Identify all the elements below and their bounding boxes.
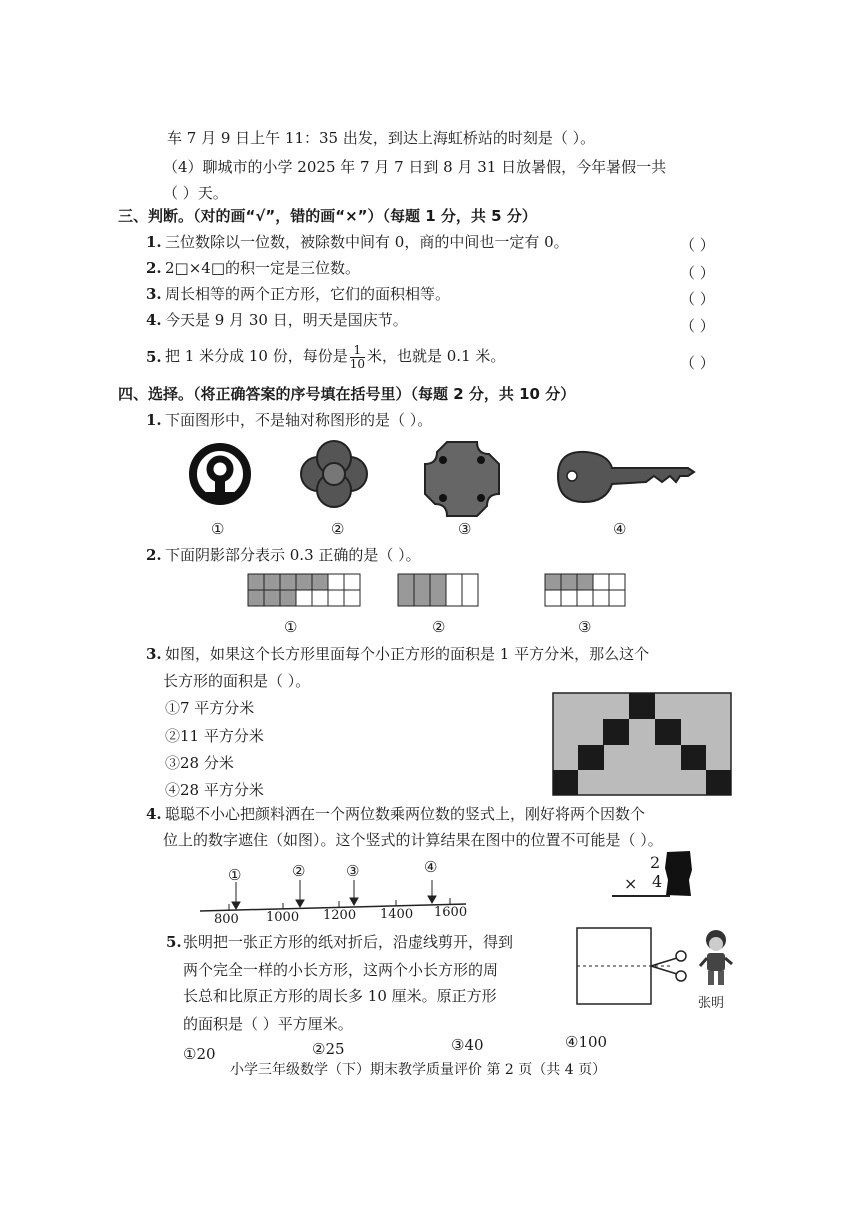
question-5-num: 5. (166, 933, 182, 951)
answer-paren[interactable]: （ ） (680, 264, 715, 282)
q1-label-3: ③ (458, 520, 472, 538)
tick-label-1400: 1400 (380, 907, 414, 922)
arrow-label-2: ② (292, 862, 306, 880)
q3-option-1: ①7 平方分米 (165, 699, 255, 717)
key-icon (558, 452, 694, 502)
fraction-denominator: 10 (349, 356, 365, 371)
judge-num: 3. (146, 285, 162, 303)
notched-square-icon (425, 442, 499, 516)
multiply-sign: × (624, 874, 638, 893)
tick-label-800: 800 (214, 912, 239, 927)
question-1-text: 下面图形中，不是轴对称图形的是（ ）。 (165, 411, 433, 429)
question-5-line-3: 长总和比原正方形的周长多 10 厘米。原正方形 (183, 987, 497, 1005)
q5-square-paper-figure (573, 924, 693, 1014)
person-label: 张明 (698, 996, 725, 1011)
top-line-2: （4）聊城市的小学 2025 年 7 月 7 日到 8 月 31 日放暑假，今年暑假一共 (163, 158, 667, 176)
tick-label-1000: 1000 (266, 910, 300, 925)
q5-option-4: ④100 (565, 1033, 608, 1051)
q2-label-2: ② (432, 618, 446, 636)
answer-paren[interactable]: （ ） (680, 290, 715, 308)
q1-label-1: ① (211, 520, 225, 538)
page-footer: 小学三年级数学（下）期末教学质量评价 第 2 页（共 4 页） (230, 1062, 607, 1078)
judge-text: 今天是 9 月 30 日，明天是国庆节。 (165, 311, 408, 329)
multiplication-line (612, 895, 670, 897)
question-5-line-4: 的面积是（ ）平方厘米。 (183, 1015, 353, 1033)
q1-label-2: ② (331, 520, 345, 538)
q2-label-1: ① (284, 618, 298, 636)
section-4-title: 四、选择。（将正确答案的序号填在括号里）（每题 2 分，共 10 分） (118, 385, 576, 403)
multiplicand-tens: 2 (650, 853, 661, 872)
answer-paren[interactable]: （ ） (680, 317, 715, 335)
question-5-line-1: 张明把一张正方形的纸对折后，沿虚线剪开，得到 (183, 933, 514, 951)
q5-option-3: ③40 (451, 1036, 484, 1054)
judge-num: 1. (146, 233, 162, 251)
decimal-grid-1 (248, 574, 360, 606)
question-5-line-2: 两个完全一样的小长方形，这两个小长方形的周 (183, 961, 499, 979)
question-2-text: 下面阴影部分表示 0.3 正确的是（ ）。 (165, 546, 421, 564)
q3-option-4: ④28 平方分米 (165, 781, 264, 799)
q5-option-2: ②25 (312, 1040, 345, 1058)
q2-label-3: ③ (578, 618, 592, 636)
judge-num: 4. (146, 311, 162, 329)
question-4-line-2: 位上的数字遮住（如图）。这个竖式的计算结果在图中的位置不可能是（ ）。 (163, 831, 663, 849)
four-circle-flower-icon (301, 441, 367, 507)
multiplier-tens: 4 (652, 872, 663, 891)
judge-text: 周长相等的两个正方形，它们的面积相等。 (165, 285, 451, 303)
arrow-label-4: ④ (424, 858, 438, 876)
arrow-label-1: ① (228, 866, 242, 884)
decimal-grid-3 (545, 574, 625, 606)
section-3-title: 三、判断。（对的画“√”，错的画“×”）（每题 1 分，共 5 分） (118, 207, 537, 225)
paint-splash-icon (664, 850, 694, 898)
tick-label-1200: 1200 (323, 908, 357, 923)
question-1-num: 1. (146, 411, 162, 429)
answer-paren[interactable]: （ ） (680, 354, 715, 372)
answer-paren[interactable]: （ ） (680, 236, 715, 254)
q5-option-1: ①20 (183, 1045, 216, 1063)
arrow-label-3: ③ (346, 862, 360, 880)
judge-text: 三位数除以一位数，被除数中间有 0，商的中间也一定有 0。 (165, 233, 569, 251)
railway-logo-icon (193, 447, 247, 501)
question-3-num: 3. (146, 645, 162, 663)
arrow-markers (232, 880, 436, 909)
top-line-3: （ ）天。 (163, 184, 228, 202)
judge-num: 5. (146, 348, 162, 366)
question-4-num: 4. (146, 805, 162, 823)
boy-figure-icon (696, 928, 736, 990)
q2-grids (240, 572, 640, 612)
question-3-line-2: 长方形的面积是（ ）。 (163, 672, 311, 690)
judge-text-after: 米，也就是 0.1 米。 (367, 347, 506, 365)
q1-label-4: ④ (613, 520, 627, 538)
judge-num: 2. (146, 259, 162, 277)
judge-text-before: 把 1 米分成 10 份，每份是 (165, 347, 348, 365)
judge-text: 2□×4□的积一定是三位数。 (165, 259, 361, 277)
q3-option-3: ③28 分米 (165, 754, 234, 772)
fraction-numerator: 1 (350, 344, 365, 358)
decimal-grid-2 (398, 574, 478, 606)
q1-figures (180, 440, 700, 520)
tick-label-1600: 1600 (434, 905, 468, 920)
question-3-line-1: 如图，如果这个长方形里面每个小正方形的面积是 1 平方分米，那么这个 (165, 645, 650, 663)
judge-text (165, 340, 505, 372)
q3-rectangle-figure (552, 692, 734, 798)
top-line-1: 车 7 月 9 日上午 11：35 出发，到达上海虹桥站的时刻是（ ）。 (167, 129, 596, 147)
q3-option-2: ②11 平方分米 (165, 727, 264, 745)
fraction (350, 344, 365, 371)
question-4-line-1: 聪聪不小心把颜料洒在一个两位数乘两位数的竖式上，刚好将两个因数个 (165, 805, 646, 823)
question-2-num: 2. (146, 546, 162, 564)
